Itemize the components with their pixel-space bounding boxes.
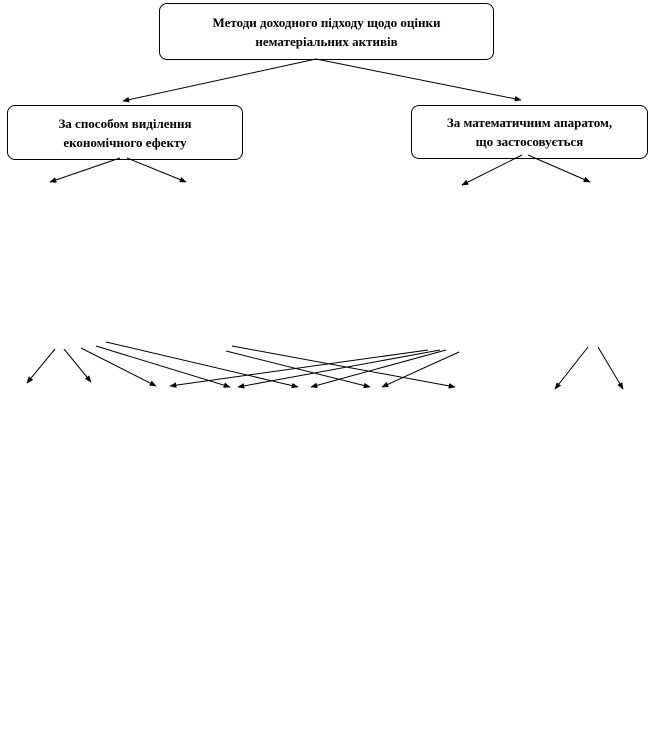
right-node-title-line1: За математичним апаратом, bbox=[446, 115, 613, 130]
arrow-root-to-right bbox=[316, 59, 521, 100]
arrow-lower-12 bbox=[555, 347, 588, 389]
arrow-lower-9 bbox=[238, 350, 440, 387]
left-node-title-line1: За способом виділення bbox=[58, 115, 192, 131]
arrow-lower-5 bbox=[106, 342, 298, 387]
root-node-title-line1: Методи доходного підходу щодо оцінки bbox=[212, 14, 441, 30]
arrow-lower-1 bbox=[27, 349, 55, 383]
arrow-right-sub-2 bbox=[528, 155, 590, 182]
arrow-left-sub-2 bbox=[127, 158, 186, 182]
arrow-lower-2 bbox=[64, 349, 91, 382]
arrow-lower-7 bbox=[226, 351, 370, 387]
root-node-title-line2: нематеріальних активів bbox=[255, 33, 398, 49]
arrow-left-sub-1 bbox=[50, 158, 120, 182]
arrow-root-to-left bbox=[123, 59, 316, 101]
arrow-lower-3 bbox=[81, 348, 156, 386]
arrow-lower-8 bbox=[170, 350, 428, 386]
right-node-title-line2: що застосовується bbox=[475, 134, 584, 149]
arrow-right-sub-1 bbox=[462, 155, 522, 185]
left-node-title-line2: економічного ефекту bbox=[63, 134, 187, 150]
arrow-lower-13 bbox=[598, 347, 623, 389]
